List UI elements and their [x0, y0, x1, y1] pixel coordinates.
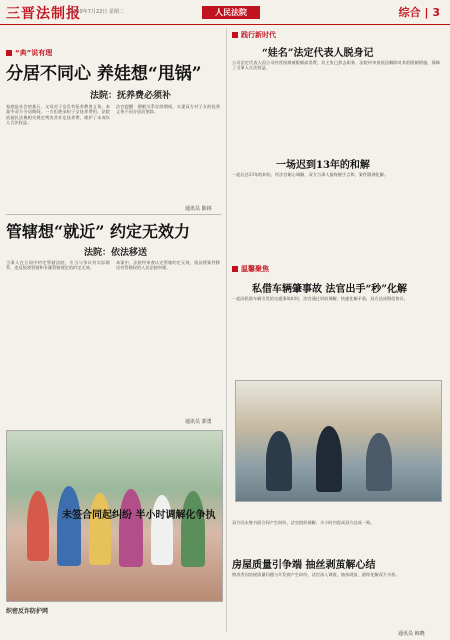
column-label-right-1: 践行新时代	[232, 30, 276, 40]
subhead-2: 法院：依法移送	[84, 248, 148, 258]
headline-7: 房屋质量引争端 抽丝剥茧解心结	[232, 560, 376, 571]
headline-5: 私借车辆肇事故 法官出手“秒”化解	[252, 284, 407, 295]
label-dot-icon	[232, 266, 238, 272]
subhead-1: 法院：抚养费必须补	[90, 91, 172, 101]
article-4-body: 一起长达13年的纠纷，经法官耐心调解，双方当事人最终握手言和，案件圆满化解。	[232, 172, 389, 177]
column-label-right-2: 温馨聚焦	[232, 264, 269, 274]
headline-4: 一场迟到13年的和解	[276, 160, 370, 171]
section-tag: 人民法院	[202, 6, 260, 19]
newspaper-logo: 三晋法制报	[6, 6, 81, 22]
label-dot-icon	[6, 50, 12, 56]
divider-1	[6, 214, 221, 215]
headline-3: “娃名”法定代表人脱身记	[262, 48, 374, 59]
photo-caption-left: 织密反诈防护网	[6, 608, 49, 615]
editor-7: 通讯员 韩晓	[398, 631, 425, 637]
column-label-left: “典”说有理	[6, 48, 52, 58]
page-label: 综合 | 3	[398, 6, 440, 19]
label-dot-icon	[232, 32, 238, 38]
photo-mediation	[235, 380, 442, 502]
article-3-body: 公司法定代表人因公司经营困难被限制高消费，其主张已辞去职务，法院经审查依法解除对其的限制措施，保障了当事人合法权益。	[232, 60, 440, 71]
article-6-body: 双方因未签书面合同产生纠纷，法官组织调解，半小时内促成双方达成一致。	[232, 520, 375, 525]
article-2-body-a: 当事人在合同中约定管辖法院，应当与争议有实际联系，违反级别管辖和专属管辖规定的约定无效。	[6, 260, 110, 271]
masthead	[0, 0, 450, 25]
article-2-body-b: 本案中，法院经审查认定管辖约定无效，依法将案件移送有管辖权的人民法院审理。	[116, 260, 220, 271]
article-1-body-b: 法官提醒：婚姻关系存续期间，夫妻双方对子女的抚养义务不因分居而免除。	[116, 104, 220, 115]
article-5-body: 一起因私借车辆引发的交通事故纠纷，法官通过诉前调解，快速化解矛盾，双方达成赔偿协议。	[232, 296, 408, 301]
editor-2: 通讯员 郭勇	[185, 419, 212, 425]
headline-6: 未签合同起纠纷 半小时调解化争执	[62, 510, 216, 521]
editor-1: 通讯员 陈林	[185, 206, 212, 212]
article-1-body-a: 家庭是社会的基石，父母对子女负有抚养教育义务。本案中双方分居期间，一方拒绝承担子女抚养费用，法院依据民法典相关规定判决其补足抚养费，维护了未成年人合法权益。	[6, 104, 110, 126]
headline-1: 分居不同心 养娃想“甩锅”	[6, 64, 202, 84]
article-7-body: 购房者因房屋质量问题与开发商产生纠纷，法官深入调查，抽丝剥茧，最终化解双方矛盾。	[232, 572, 400, 577]
column-divider	[226, 28, 227, 632]
dateline: 2020年7月22日 星期二	[70, 9, 124, 15]
headline-2: 管辖想“就近” 约定无效力	[6, 222, 190, 241]
